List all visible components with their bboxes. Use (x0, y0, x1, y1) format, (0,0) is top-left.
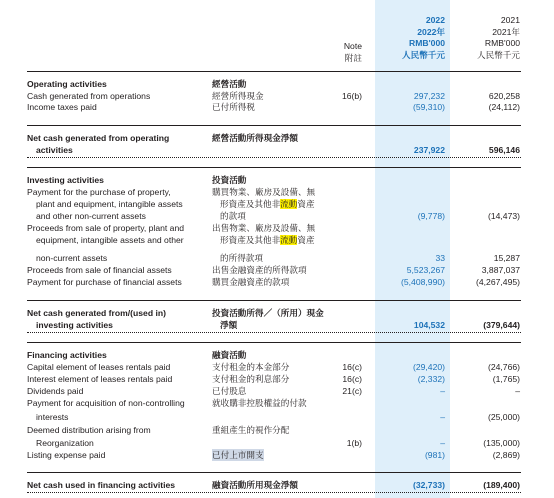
row-label-zh: 出售物業、廠房及設備、無 (212, 223, 316, 233)
row-value-2021: (189,400) (483, 480, 520, 490)
row-value-2022: 33 (435, 253, 445, 263)
table-row (0, 424, 554, 436)
row-label-en: and other non-current assets (36, 211, 146, 221)
table-row (0, 373, 554, 385)
table-row (0, 222, 554, 234)
highlighted-text: 流動 (280, 235, 298, 245)
table-row (0, 276, 554, 288)
table-row (0, 252, 554, 264)
row-value-2022: (29,420) (412, 362, 445, 372)
row-value-2022: (981) (424, 450, 445, 460)
table-row (0, 479, 554, 491)
row-value-2021: (24,766) (487, 362, 520, 372)
table-row (0, 319, 554, 331)
row-label-zh: 已付股息 (212, 386, 247, 396)
row-value-2021: (4,267,495) (476, 277, 520, 287)
row-label-zh: 支付租金的本金部分 (212, 362, 290, 372)
table-row (0, 385, 554, 397)
row-label-en: Income taxes paid (27, 102, 97, 112)
row-value-2021: (24,112) (488, 102, 520, 112)
row-label-en: non-current assets (36, 253, 108, 263)
year-2021-zh-label: 2021年 (492, 26, 520, 37)
dotted-rule-net-investing (27, 332, 521, 333)
table-row (0, 397, 554, 409)
row-label-en: equipment, intangible assets and other (36, 235, 184, 245)
row-label-en: Payment for purchase of financial assets (27, 277, 182, 287)
note-header-en: Note (343, 41, 362, 51)
table-row (0, 210, 554, 222)
row-label-en: Payment for acquisition of non-controlling (27, 398, 185, 408)
row-label-zh: 經營所得現金 (212, 91, 264, 101)
table-row (0, 307, 554, 319)
row-label-zh: 融資活動所用現金淨額 (212, 480, 298, 490)
year-2021-column-header (455, 15, 520, 61)
row-label-zh: 已付上市開支 (212, 450, 264, 460)
section-rule-net-operating (27, 125, 521, 126)
row-label-zh: 已付所得税 (212, 102, 255, 112)
row-label-zh (220, 234, 315, 246)
row-value-2022: 104,532 (413, 320, 445, 330)
row-label-zh: 重組產生的視作分配 (212, 425, 290, 435)
row-value-2021: 15,287 (493, 253, 520, 263)
row-label-en: investing activities (36, 320, 113, 330)
row-value-2021: (1,765) (492, 374, 520, 384)
row-label-zh: 支付租金的利息部分 (212, 374, 290, 384)
table-row (0, 234, 554, 246)
row-label-en: Reorganization (36, 438, 94, 448)
table-row (0, 144, 554, 156)
row-label-zh: 經營活動所得現金淨額 (212, 133, 298, 143)
row-label-zh-part: 資產 (297, 199, 315, 209)
row-label-en: interests (36, 412, 69, 422)
row-note: 1(b) (346, 438, 362, 448)
table-row (0, 449, 554, 461)
year-2022-label: 2022 (425, 15, 445, 25)
row-label-en: Deemed distribution arising from (27, 425, 151, 435)
row-label-en: Capital element of leases rentals paid (27, 362, 171, 372)
row-value-2022: 5,523,267 (406, 265, 445, 275)
row-label-zh: 融資活動 (212, 350, 247, 360)
row-label-zh: 經營活動 (212, 79, 247, 89)
dotted-rule-net-financing (27, 492, 521, 493)
table-row (0, 78, 554, 90)
row-label-zh-part: 形資產及其他非 (220, 235, 281, 245)
table-row (0, 361, 554, 373)
table-row (0, 186, 554, 198)
row-value-2022: (59,310) (412, 102, 445, 112)
highlighted-text: 流動 (280, 199, 298, 209)
row-label-en: Net cash generated from/(used in) (27, 308, 166, 318)
row-label-zh: 投資活動 (212, 175, 247, 185)
table-row (0, 132, 554, 144)
row-note: 16(c) (342, 374, 362, 384)
row-value-2022: 237,922 (413, 145, 445, 155)
row-label-en: Cash generated from operations (27, 91, 151, 101)
row-label-en: Interest element of leases rentals paid (27, 374, 173, 384)
table-row (0, 174, 554, 186)
row-label-zh-part: 形資產及其他非 (220, 199, 281, 209)
row-label-en: Net cash generated from operating (27, 133, 170, 143)
row-label-zh: 購買金融資產的款項 (212, 277, 290, 287)
row-label-en: Dividends paid (27, 386, 84, 396)
table-row (0, 411, 554, 423)
row-value-2021: (379,644) (483, 320, 520, 330)
table-row (0, 437, 554, 449)
row-label-en: Proceeds from sale of property, plant and (27, 223, 184, 233)
row-value-2021: 620,258 (488, 91, 520, 101)
row-label-en: Listing expense paid (27, 450, 106, 460)
row-value-2022: 297,232 (413, 91, 445, 101)
row-label-en: Investing activities (27, 175, 104, 185)
row-label-en: Operating activities (27, 79, 107, 89)
row-value-2022: – (440, 412, 445, 422)
year-2021-zh-unit: 人民幣千元 (477, 49, 520, 60)
row-label-zh: 的所得款項 (220, 253, 263, 263)
table-row (0, 198, 554, 210)
row-label-zh: 的款項 (220, 211, 246, 221)
section-rule-investing (27, 167, 521, 168)
row-value-2021: (2,869) (492, 450, 520, 460)
row-value-2022: – (440, 386, 445, 396)
section-rule-net-investing (27, 300, 521, 301)
table-row (0, 264, 554, 276)
row-value-2021: – (515, 386, 520, 396)
dotted-rule-net-operating (27, 157, 521, 158)
row-value-2022: (9,778) (417, 211, 445, 221)
row-label-zh (220, 198, 315, 210)
row-label-zh: 就收購非控股權益的付款 (212, 398, 307, 408)
year-2021-label: 2021 (500, 15, 520, 25)
table-row (0, 101, 554, 113)
row-value-2021: (25,000) (487, 412, 520, 422)
row-value-2022: (5,408,990) (401, 277, 445, 287)
row-label-en: Financing activities (27, 350, 107, 360)
row-note: 21(c) (342, 386, 362, 396)
year-2022-column-header (375, 15, 445, 61)
row-label-zh: 淨額 (220, 320, 238, 330)
row-value-2021: 3,887,037 (481, 265, 520, 275)
table-row (0, 349, 554, 361)
row-value-2021: (135,000) (483, 438, 520, 448)
row-label-en: Payment for the purchase of property, (27, 187, 171, 197)
row-label-en: plant and equipment, intangible assets (36, 199, 183, 209)
year-2022-zh-label: 2022年 (417, 26, 445, 37)
year-2021-unit: RMB'000 (484, 38, 520, 48)
row-label-zh: 購買物業、廠房及設備、無 (212, 187, 316, 197)
row-label-en: Proceeds from sale of financial assets (27, 265, 172, 275)
row-note: 16(b) (341, 91, 362, 101)
row-value-2021: 596,146 (488, 145, 520, 155)
year-2022-zh-unit: 人民幣千元 (402, 49, 445, 60)
section-rule-net-financing (27, 472, 521, 473)
row-note: 16(c) (342, 362, 362, 372)
row-label-zh: 投資活動所得／（所用）現金 (212, 308, 324, 318)
row-label-en: activities (36, 145, 73, 155)
row-value-2022: (32,733) (412, 480, 445, 490)
row-label-en: Net cash used in financing activities (27, 480, 176, 490)
row-value-2022: (2,332) (417, 374, 445, 384)
year-2022-unit: RMB'000 (409, 38, 445, 48)
note-column-header (320, 41, 362, 64)
row-value-2021: (14,473) (487, 211, 520, 221)
note-header-zh: 附註 (344, 52, 362, 63)
row-label-zh: 出售金融資產的所得款項 (212, 265, 307, 275)
section-rule-financing (27, 342, 521, 343)
section-rule-operating (27, 71, 521, 72)
row-value-2022: – (440, 438, 445, 448)
row-label-zh-part: 資產 (297, 235, 315, 245)
